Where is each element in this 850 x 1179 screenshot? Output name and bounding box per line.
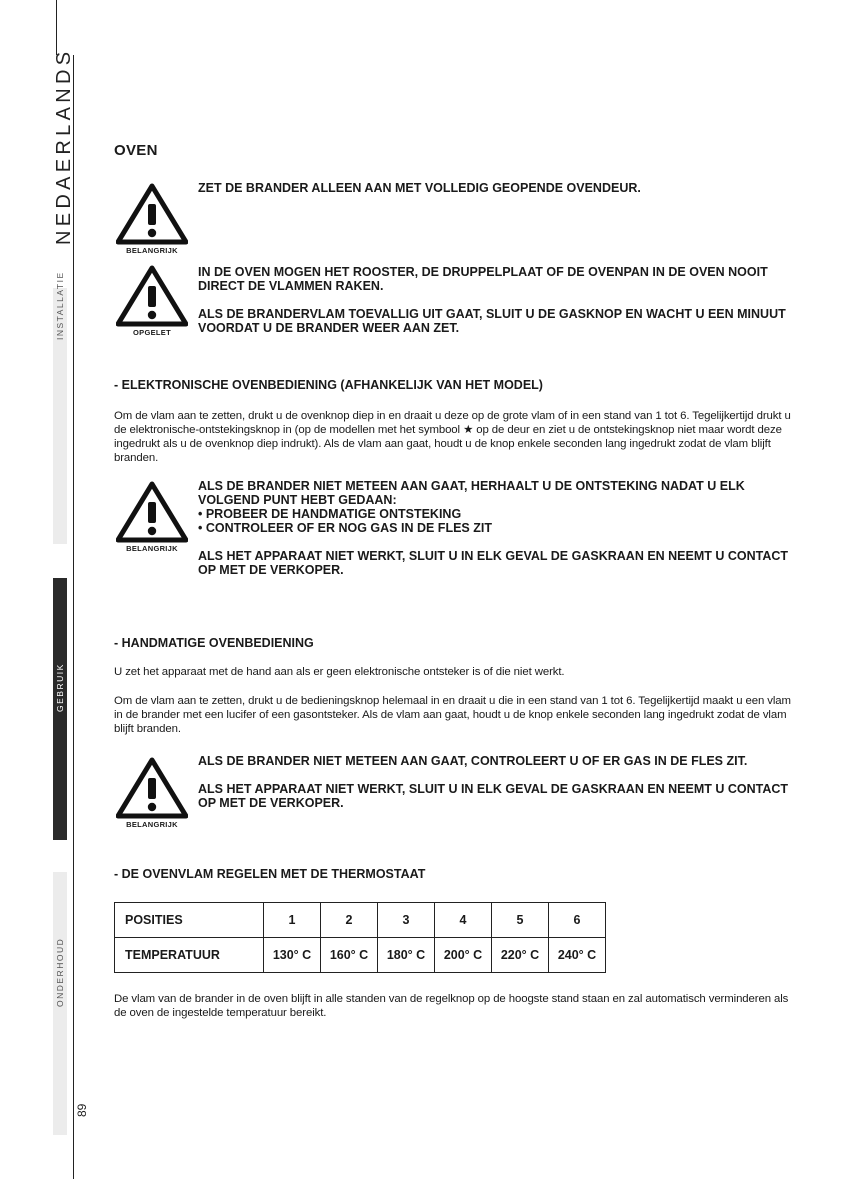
warning-block [198,479,798,535]
warning-sign-belangrijk-2 [113,481,191,553]
warning-triangle-icon [116,265,188,327]
warning-line: ZET DE BRANDER ALLEEN AAN MET VOLLEDIG GEOPENDE OVENDEUR. [198,181,641,195]
warning-text-1 [198,181,798,195]
warning-label: OPGELET [133,328,171,337]
tab-onderhoud-label: ONDERHOUD [55,937,65,1007]
section-title-electronic: - ELEKTRONISCHE OVENBEDIENING (AFHANKELIJK VAN HET MODEL) [114,378,543,392]
tab-installatie[interactable] [53,271,67,544]
warning-line: IN DE OVEN MOGEN HET ROOSTER, DE DRUPPELPLAAT OF DE OVENPAN IN DE OVEN NOOIT DIRECT DE VLAMMEN RAKEN. [198,265,768,293]
table-cell: 180° C [378,938,435,973]
table-row [115,938,606,973]
section-title-manual: - HANDMATIGE OVENBEDIENING [114,636,314,650]
page-number: 89 [75,1103,89,1117]
warning-triangle-icon [116,481,188,543]
warning-line: ALS DE BRANDER NIET METEEN AAN GAAT, CONTROLEERT U OF ER GAS IN DE FLES ZIT. [198,754,748,768]
table-cell: 4 [435,903,492,938]
paragraph-text: De vlam van de brander in de oven blijft in alle standen van de regelknop op de hoogste stand staan en zal automatisch verminderen als de oven de ingestelde temperatuur bereikt. [114,993,789,1019]
warning-line: ALS DE BRANDERVLAM TOEVALLIG UIT GAAT, SLUIT U DE GASKNOP EN WACHT U EEN MINUUT VOORDAT U DE BRANDER WEER AAN ZET. [198,307,786,335]
tab-gebruik[interactable] [53,578,67,840]
warning-sign-belangrijk-3 [113,757,191,829]
paragraph-text: Om de vlam aan te zetten, drukt u de ovenknop diep in en draait u deze op de grote vlam of in een stand van 1 tot 6. Tegelijkertijd drukt u de elektronische-ontstekingsknop in (op de modellen met het symbool [114,410,791,436]
section-title-thermostat: - DE OVENVLAM REGELEN MET DE THERMOSTAAT [114,867,426,881]
warning-triangle-icon [116,183,188,245]
table-cell: 240° C [549,938,606,973]
tab-installatie-label: INSTALLATIE [55,271,65,340]
warning-sign-belangrijk-1 [113,183,191,255]
tab-gebruik-label: GEBRUIK [55,663,65,712]
table-cell: 160° C [321,938,378,973]
table-row-label: TEMPERATUUR [115,938,264,973]
warning-bullet: • CONTROLEER OF ER NOG GAS IN DE FLES ZIT [198,521,492,535]
table-cell: 2 [321,903,378,938]
table-cell: 3 [378,903,435,938]
warning-line: ALS HET APPARAAT NIET WERKT, SLUIT U IN ELK GEVAL DE GASKRAAN EN NEEMT U CONTACT OP MET DE VERKOPER. [198,549,789,577]
table-cell: 130° C [264,938,321,973]
warning-text-4 [198,754,798,810]
language-label: NEDAERLANDS [53,47,75,245]
electronic-paragraph [114,409,799,465]
warning-line: ALS HET APPARAAT NIET WERKT, SLUIT U IN ELK GEVAL DE GASKRAAN EN NEEMT U CONTACT OP MET DE VERKOPER. [198,782,789,810]
star-icon: ★ [463,424,474,436]
warning-text-2 [198,265,798,335]
warning-text-3 [198,479,798,577]
manual-paragraph-1 [114,665,799,679]
thermostat-note [114,992,799,1020]
warning-label: BELANGRIJK [126,246,178,255]
warning-bullet: • PROBEER DE HANDMATIGE ONTSTEKING [198,507,462,521]
table-cell: 1 [264,903,321,938]
tab-onderhoud[interactable] [53,872,67,1135]
paragraph-text: U zet het apparaat met de hand aan als er geen elektronische ontsteker is of die niet werkt. [114,666,565,678]
table-cell: 6 [549,903,606,938]
table-row-label: POSITIES [115,903,264,938]
paragraph-text: op de deur en ziet u de ontstekingsknop niet maar wordt deze ingedrukt als u de ovenknop diep indrukt). Als de vlam aan gaat, houdt u de knop enkele seconden lang ingedrukt zodat de vlam blijft branden. [114,424,782,464]
thermostat-table [114,902,606,973]
page-title: OVEN [114,142,158,159]
warning-label: BELANGRIJK [126,820,178,829]
warning-label: BELANGRIJK [126,544,178,553]
table-cell: 200° C [435,938,492,973]
table-row [115,903,606,938]
warning-triangle-icon [116,757,188,819]
table-cell: 5 [492,903,549,938]
warning-sign-opgelet [113,265,191,337]
warning-line: ALS DE BRANDER NIET METEEN AAN GAAT, HERHAALT U DE ONTSTEKING NADAT U ELK VOLGEND PUNT HEBT GEDAAN: [198,479,745,507]
paragraph-text: Om de vlam aan te zetten, drukt u de bedieningsknop helemaal in en draait u die in een stand van 1 tot 6. Tegelijkertijd maakt u een vlam in de brander met een lucifer of een gasontsteker. Als de vlam aan gaat, houdt u de knop enkele seconden lang ingedrukt zodat de vlam blijft branden. [114,695,791,735]
manual-paragraph-2 [114,694,799,736]
table-cell: 220° C [492,938,549,973]
